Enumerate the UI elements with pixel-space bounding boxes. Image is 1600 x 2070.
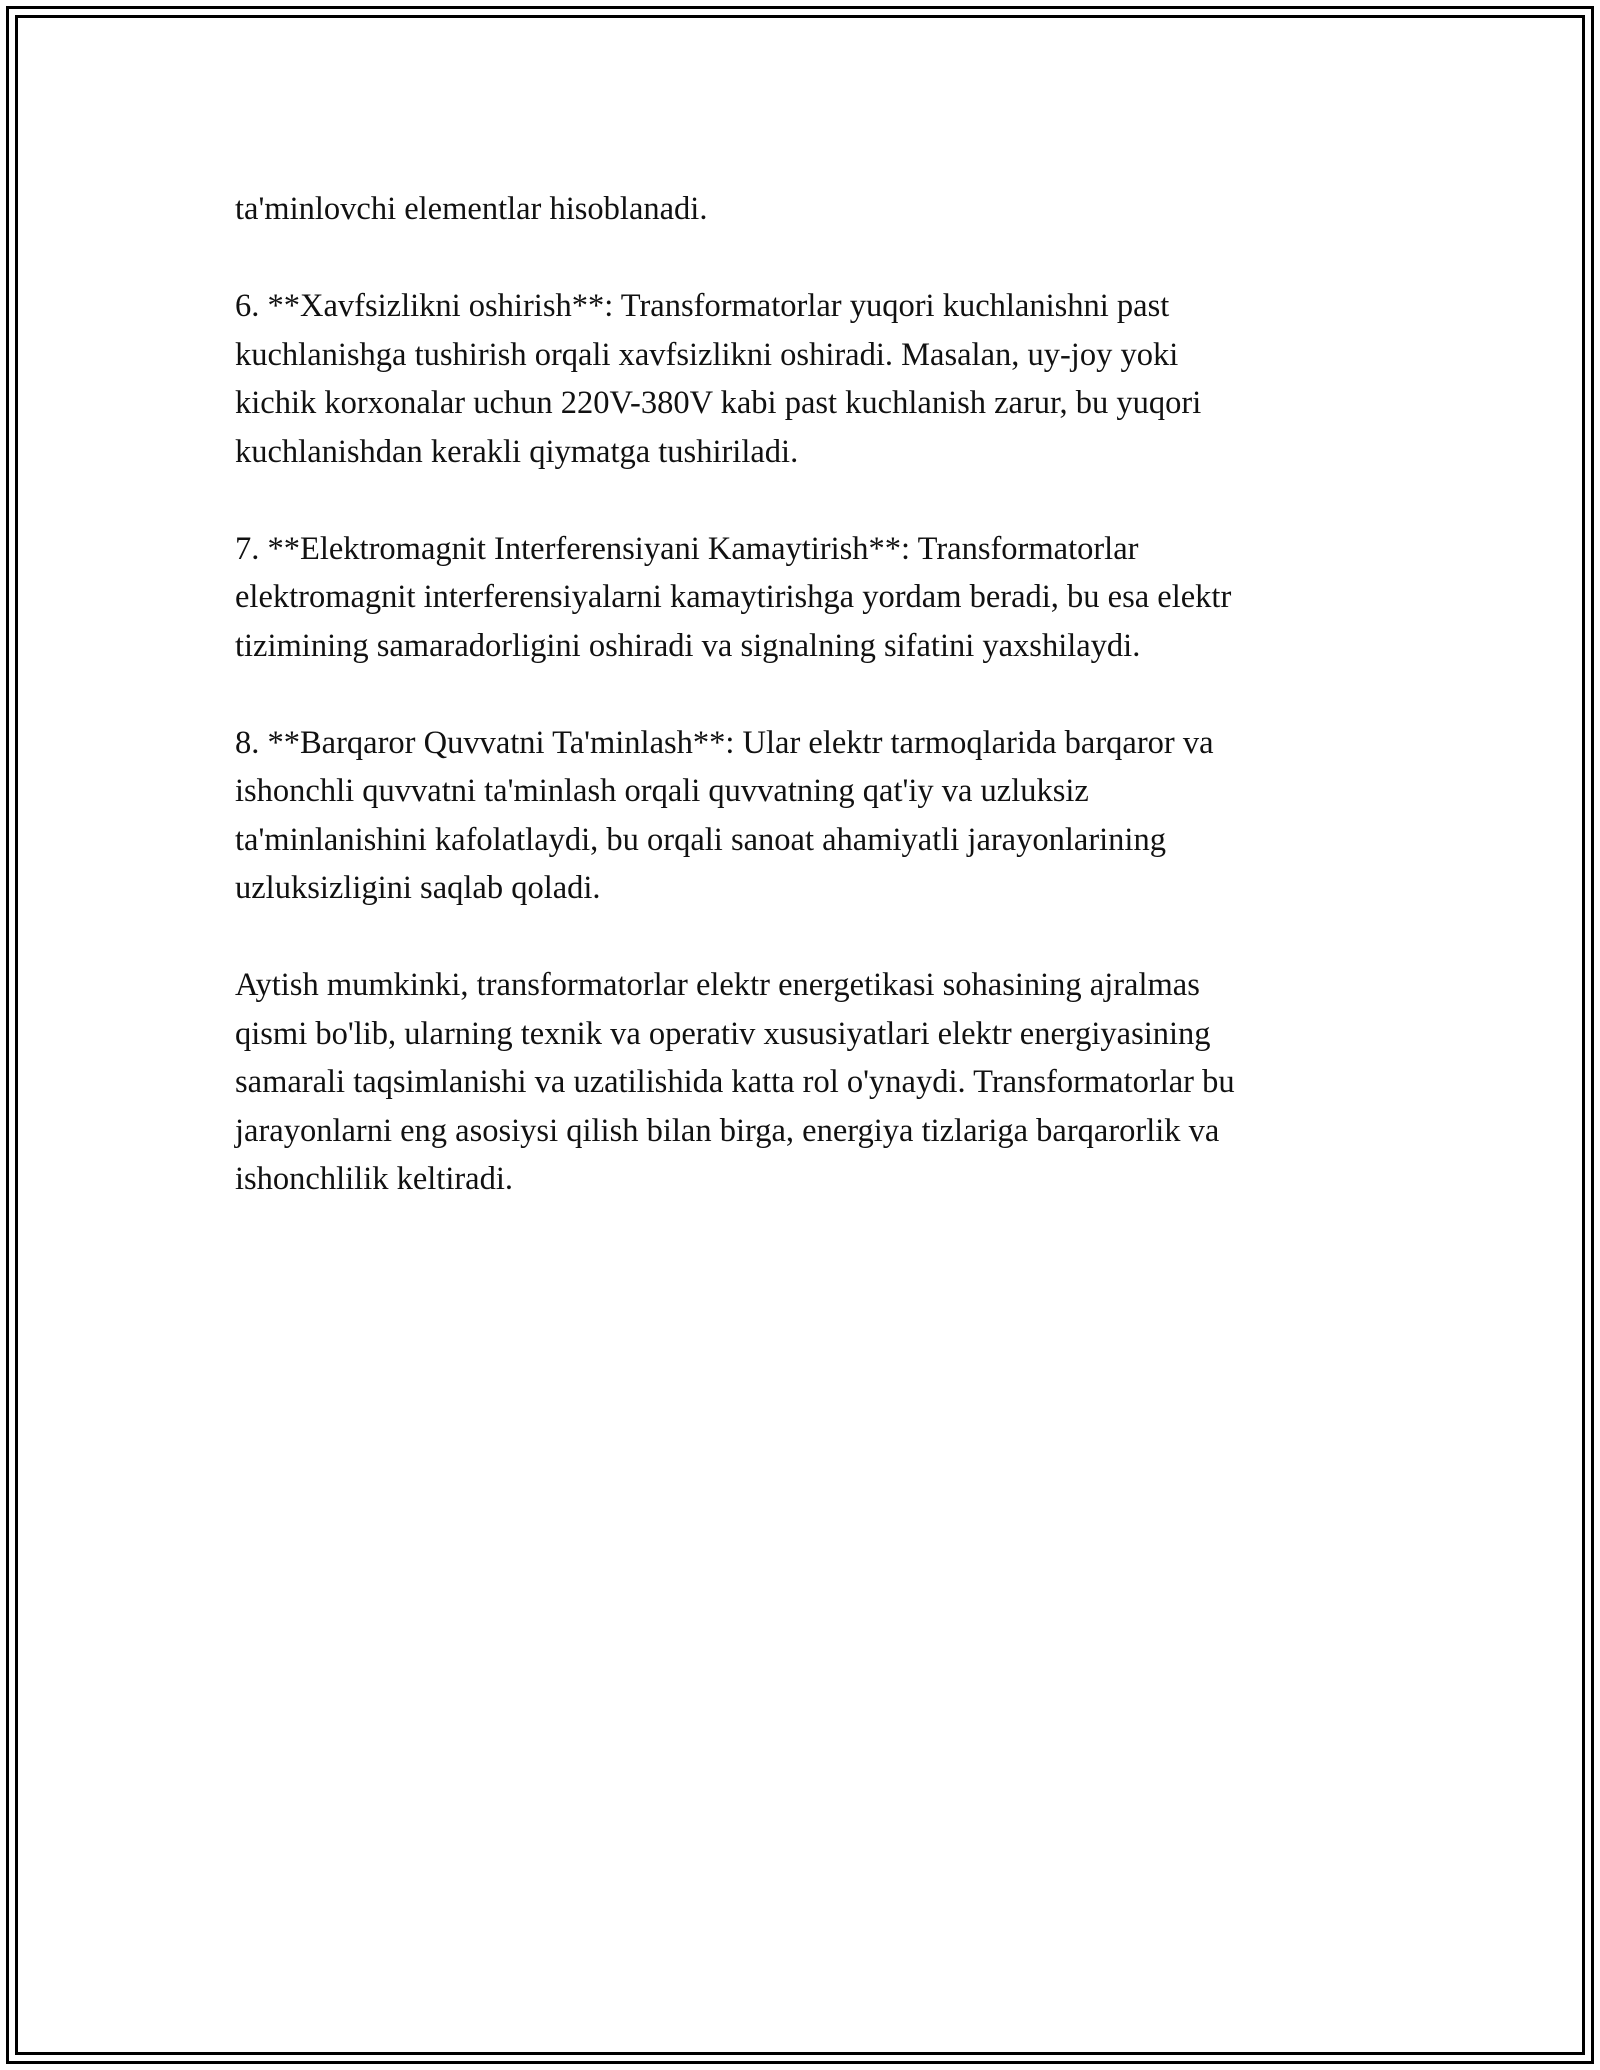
- paragraph-item-8: 8. **Barqaror Quvvatni Ta'minlash**: Ular elektr tarmoqlarida barqaror va ishonchli quvvatni ta'minlash orqali quvvatning qat'iy va uzluksiz ta'minlanishini kafolatlaydi, bu orqali sanoat ahamiyatli jarayonlarining uzluksizligini saqlab qoladi.: [235, 724, 1214, 906]
- paragraph-continuation: ta'minlovchi elementlar hisoblanadi.: [235, 191, 708, 227]
- paragraph-item-7: 7. **Elektromagnit Interferensiyani Kamaytirish**: Transformatorlar elektromagnit interferensiyalarni kamaytirishga yordam beradi, bu esa elektr tizimining samaradorligini oshiradi va signalning sifatini yaxshilaydi.: [235, 530, 1232, 664]
- paragraph-conclusion: Aytish mumkinki, transformatorlar elektr energetikasi sohasining ajralmas qismi bo'lib, ularning texnik va operativ xususiyatlari elektr energiyasining samarali taqsimlanishi va uzatilishida katta rol o'ynaydi. Transformatorlar bu jarayonlarni eng asosiysi qilish bilan birga, energiya tizlariga barqarorlik va ishonchlilik keltiradi.: [235, 967, 1235, 1197]
- paragraph-item-6: 6. **Xavfsizlikni oshirish**: Transformatorlar yuqori kuchlanishni past kuchlanishga tushirish orqali xavfsizlikni oshiradi. Masalan, uy-joy yoki kichik korxonalar uchun 220V-380V kabi past kuchlanish zarur, bu yuqori kuchlanishdan kerakli qiymatga tushiriladi.: [235, 288, 1202, 470]
- document-body: [235, 185, 1385, 1252]
